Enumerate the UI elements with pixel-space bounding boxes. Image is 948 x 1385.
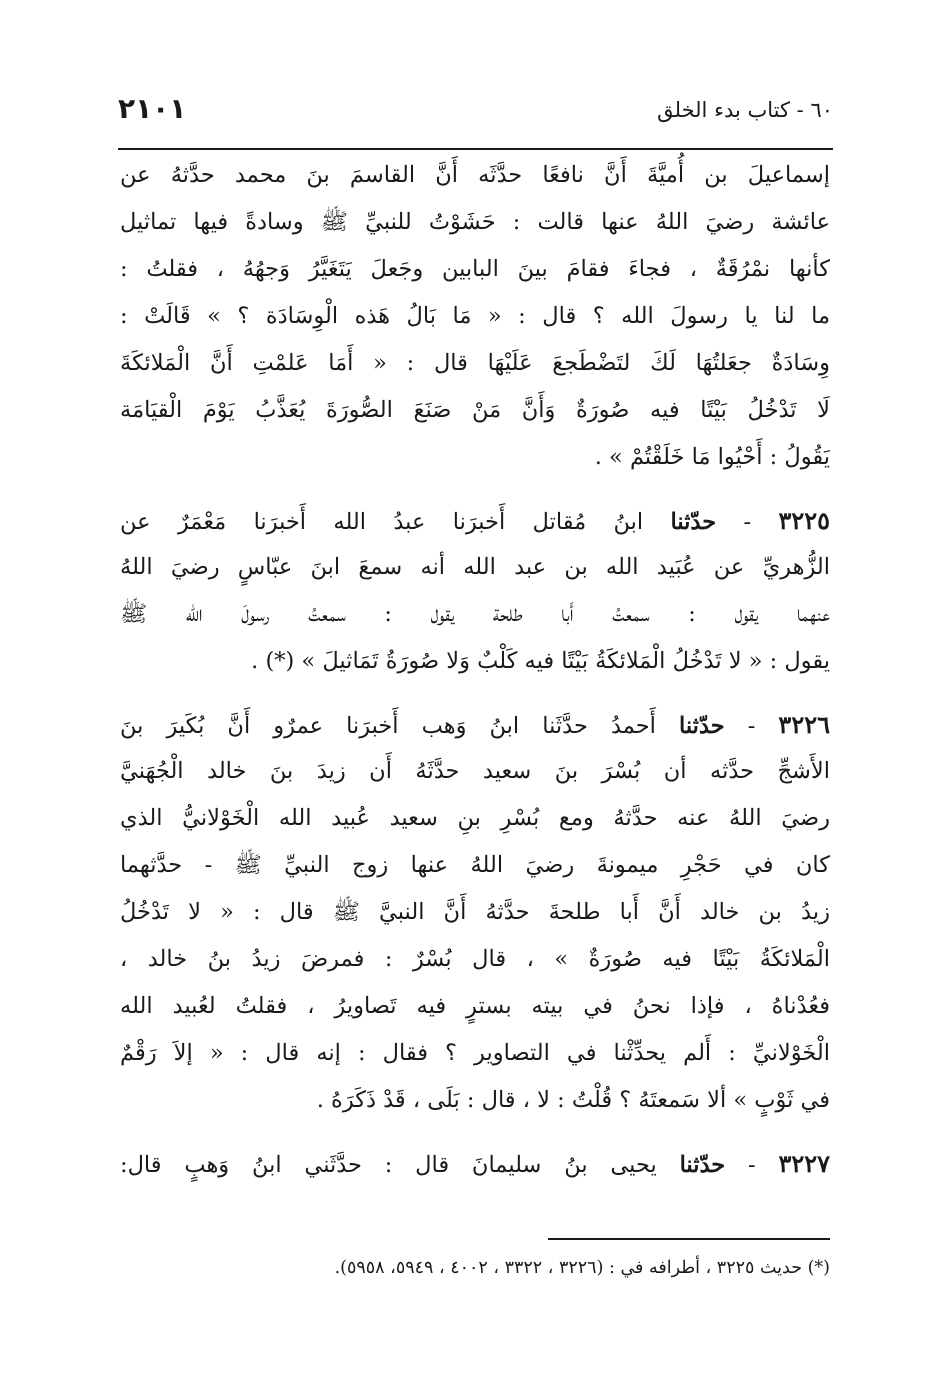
text-line: وِسَادَةٌ جعَلتُهَا لَكَ لتَضْطَجعَ عَلَيْهَا قال : « أَمَا عَلمْتِ أَنَّ الْمَلائكَةَ	[120, 350, 830, 376]
hadith-continuation	[120, 152, 830, 481]
text-line: يَقُولُ : أَحْيُوا مَا خَلَقْتُمْ » .	[594, 444, 830, 470]
text-line: الْخَوْلانيِّ : أَلم يحدِّثْنا في التصاوير ؟ فقال : إنه قال : « إلاَ رَقْمٌ	[120, 1040, 830, 1066]
text-line: الأَشجِّ حدَّثه أن بُسْرَ بنَ سعيد حدَّثَهُ أَن زيدَ بنَ خالد الْجُهَنيَّ	[120, 758, 830, 784]
header-rule	[118, 148, 833, 150]
text-line: رضيَ اللهُ عنه حدَّثهُ ومع بُسْرِ بنِ سعيد عُبيد الله الْخَوْلانيُّ الذي	[120, 805, 830, 831]
narration-text: أَحمدُ حدَّثَنا ابنُ وَهب أَخبرَنا عمرٌو أَنَّ بُكَيرَ بنَ	[120, 713, 656, 739]
text-line: في ثَوْبٍ » ألا سَمعتَهُ ؟ قُلْتُ : لا ، قال : بَلَى ، قَدْ ذَكَرَهُ .	[316, 1087, 830, 1113]
text-line: لَا تَدْخُلُ بَيْتًا فيه صُورَةٌ وَأَنَّ مَنْ صَنَعَ الصُّورَةَ يُعَذَّبُ يَوْمَ الْقيَامَة	[120, 397, 830, 423]
hadith-number: ٣٢٢٥	[778, 506, 830, 535]
footnote-rule	[548, 1238, 830, 1240]
narration-lead: حدّثنا	[679, 1152, 726, 1178]
footnote: (*) حديث ٣٢٢٥ ، أطرافه في : (٣٢٢٦ ، ٣٣٢٢ ، ٤٠٠٢ ، ٥٩٤٩، ٥٩٥٨).	[334, 1258, 830, 1278]
hadith-number: ٣٢٢٦	[778, 710, 830, 739]
narration-text: يحيى بنُ سليمانَ قال : حدَّثَني ابنُ وَهبٍ قال:	[120, 1152, 657, 1178]
hadith-3225	[120, 497, 830, 685]
hadith-3227	[120, 1140, 830, 1187]
narration-lead: حدّثنا	[670, 509, 717, 535]
text-line: ٣٢٢٦ - حدّثنا أَحمدُ حدَّثَنا ابنُ وَهب أَخبرَنا عمرٌو أَنَّ بُكَيرَ بنَ	[120, 710, 830, 739]
text-line: يقول : « لا تَدْخُلُ الْمَلائكَةُ بَيْتًا فيه كَلْبٌ وَلا صُورَةُ تَمَاثيلَ » (*) .	[251, 648, 830, 674]
text-line: كان في حَجْرِ ميمونةَ رضيَ اللهُ عنها زوج النبيِّ ﷺ - حدَّثهما	[120, 852, 830, 878]
hadith-number: ٣٢٢٧	[778, 1149, 830, 1178]
text-line: عنهما يقول : سمعتُ أَبا طلحة يقول : سمعتُ رسولَ الله ﷺ	[120, 601, 830, 627]
text-line: الْمَلائكَةُ بَيْتًا فيه صُورَةٌ » ، قال بُسْرٌ : فمرضَ زيدُ بنُ خالد ،	[120, 946, 830, 972]
text-line: ما لنا يا رسولَ الله ؟ قال : « مَا بَالُ هَذه الْوِسَادَة ؟ » قَالَتْ :	[120, 303, 830, 329]
page-number: ٢١٠١	[118, 92, 187, 125]
hadith-3226	[120, 701, 830, 1124]
text-line: عائشة رضيَ اللهُ عنها قالت : حَشَوْتُ للنبيِّ ﷺ وسادةً فيها تماثيل	[120, 209, 830, 235]
narration-text: ابنُ مُقاتل أَخبرَنا عبدُ الله أَخبرَنا مَعْمَرٌ عن	[120, 509, 644, 535]
text-line: الزُّهريِّ عن عُبَيد الله بن عبد الله أنه سمعَ ابنَ عبّاسٍ رضيَ اللهُ	[120, 554, 830, 580]
body-text	[120, 152, 830, 1187]
book-title: ٦٠ - كتاب بدء الخلق	[657, 98, 833, 122]
text-line: فعُدْناهُ ، فإذا نحنُ في بيته بسترٍ فيه تَصاويرُ ، فقلتُ لعُبيد الله	[120, 993, 830, 1019]
text-line: كأنها نمْرُقَةٌ ، فجاءَ فقامَ بينَ البابين وجَعلَ يَتَغَيَّرُ وَجهُهُ ، فقلتُ :	[120, 256, 830, 282]
text-line: ٣٢٢٧ - حدّثنا يحيى بنُ سليمانَ قال : حدَّثَني ابنُ وَهبٍ قال:	[120, 1149, 830, 1178]
text-line: زيدُ بن خالد أَنَّ أَبا طلحةَ حدَّثهُ أَنَّ النبيَّ ﷺ قال : « لا تَدْخُلُ	[120, 899, 830, 925]
text-line: ٣٢٢٥ - حدّثنا ابنُ مُقاتل أَخبرَنا عبدُ الله أَخبرَنا مَعْمَرٌ عن	[120, 506, 830, 535]
running-header	[118, 92, 833, 132]
narration-lead: حدّثنا	[679, 713, 725, 739]
text-line: إسماعيلَ بن أُميَّةَ أَنَّ نافعًا حدَّثَه أَنَّ القاسمَ بنَ محمد حدَّثهُ عن	[120, 162, 830, 188]
